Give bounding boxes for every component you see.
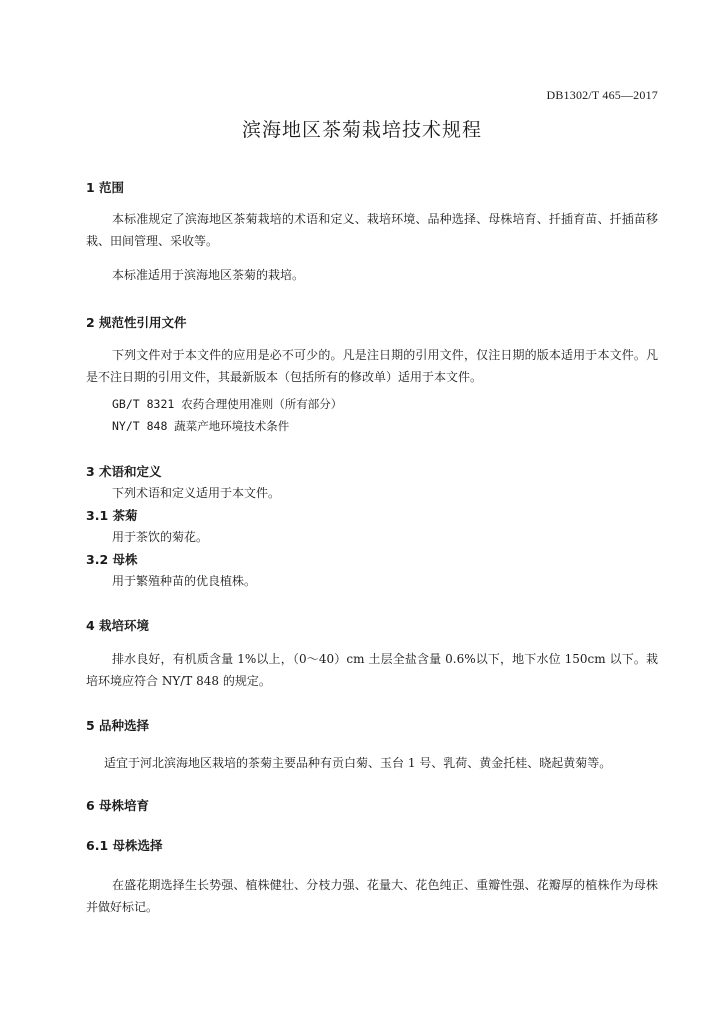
reference-ny-t-848: NY/T 848 蔬菜产地环境技术条件 xyxy=(112,419,290,433)
section-4-heading: 4 栽培环境 xyxy=(86,618,150,633)
section-5-paragraph-1: 适宜于河北滨海地区栽培的茶菊主要品种有贡白菊、玉台 1 号、乳荷、黄金托桂、晓起黄菊等。 xyxy=(104,756,612,770)
term-3-1-heading: 3.1 茶菊 xyxy=(86,508,138,523)
section-2-paragraph-1: 下列文件对于本文件的应用是必不可少的。凡是注日期的引用文件，仅注日期的版本适用于本文件。凡是不注日期的引用文件，其最新版本（包括所有的修改单）适用于本文件。 xyxy=(86,348,658,384)
reference-gb-t-8321: GB/T 8321 农药合理使用准则（所有部分） xyxy=(112,397,343,411)
standard-number: DB1302/T 465—2017 xyxy=(546,88,658,102)
term-3-1-definition: 用于茶饮的菊花。 xyxy=(112,530,209,544)
term-3-2-heading: 3.2 母株 xyxy=(86,552,138,567)
section-6-1-paragraph-1: 在盛花期选择生长势强、植株健壮、分枝力强、花量大、花色纯正、重瓣性强、花瓣厚的植株作为母株并做好标记。 xyxy=(86,878,658,914)
section-4-paragraph-1: 排水良好，有机质含量 1%以上，（0～40）cm 土层全盐含量 0.6%以下，地下水位 150cm 以下。栽培环境应符合 NY/T 848 的规定。 xyxy=(86,652,658,688)
section-1-paragraph-1: 本标准规定了滨海地区茶菊栽培的术语和定义、栽培环境、品种选择、母株培育、扦插育苗、扦插苗移栽、田间管理、采收等。 xyxy=(86,212,658,248)
term-3-2-definition: 用于繁殖种苗的优良植株。 xyxy=(112,574,257,588)
section-2-heading: 2 规范性引用文件 xyxy=(86,315,187,330)
section-1-paragraph-2: 本标准适用于滨海地区茶菊的栽培。 xyxy=(112,268,305,282)
section-3-heading: 3 术语和定义 xyxy=(86,464,162,479)
section-5-heading: 5 品种选择 xyxy=(86,718,150,733)
document-title: 滨海地区茶菊栽培技术规程 xyxy=(241,119,482,141)
section-6-heading: 6 母株培育 xyxy=(86,798,150,813)
section-3-intro: 下列术语和定义适用于本文件。 xyxy=(112,486,281,500)
section-6-1-heading: 6.1 母株选择 xyxy=(86,838,163,853)
section-1-heading: 1 范围 xyxy=(86,180,125,195)
